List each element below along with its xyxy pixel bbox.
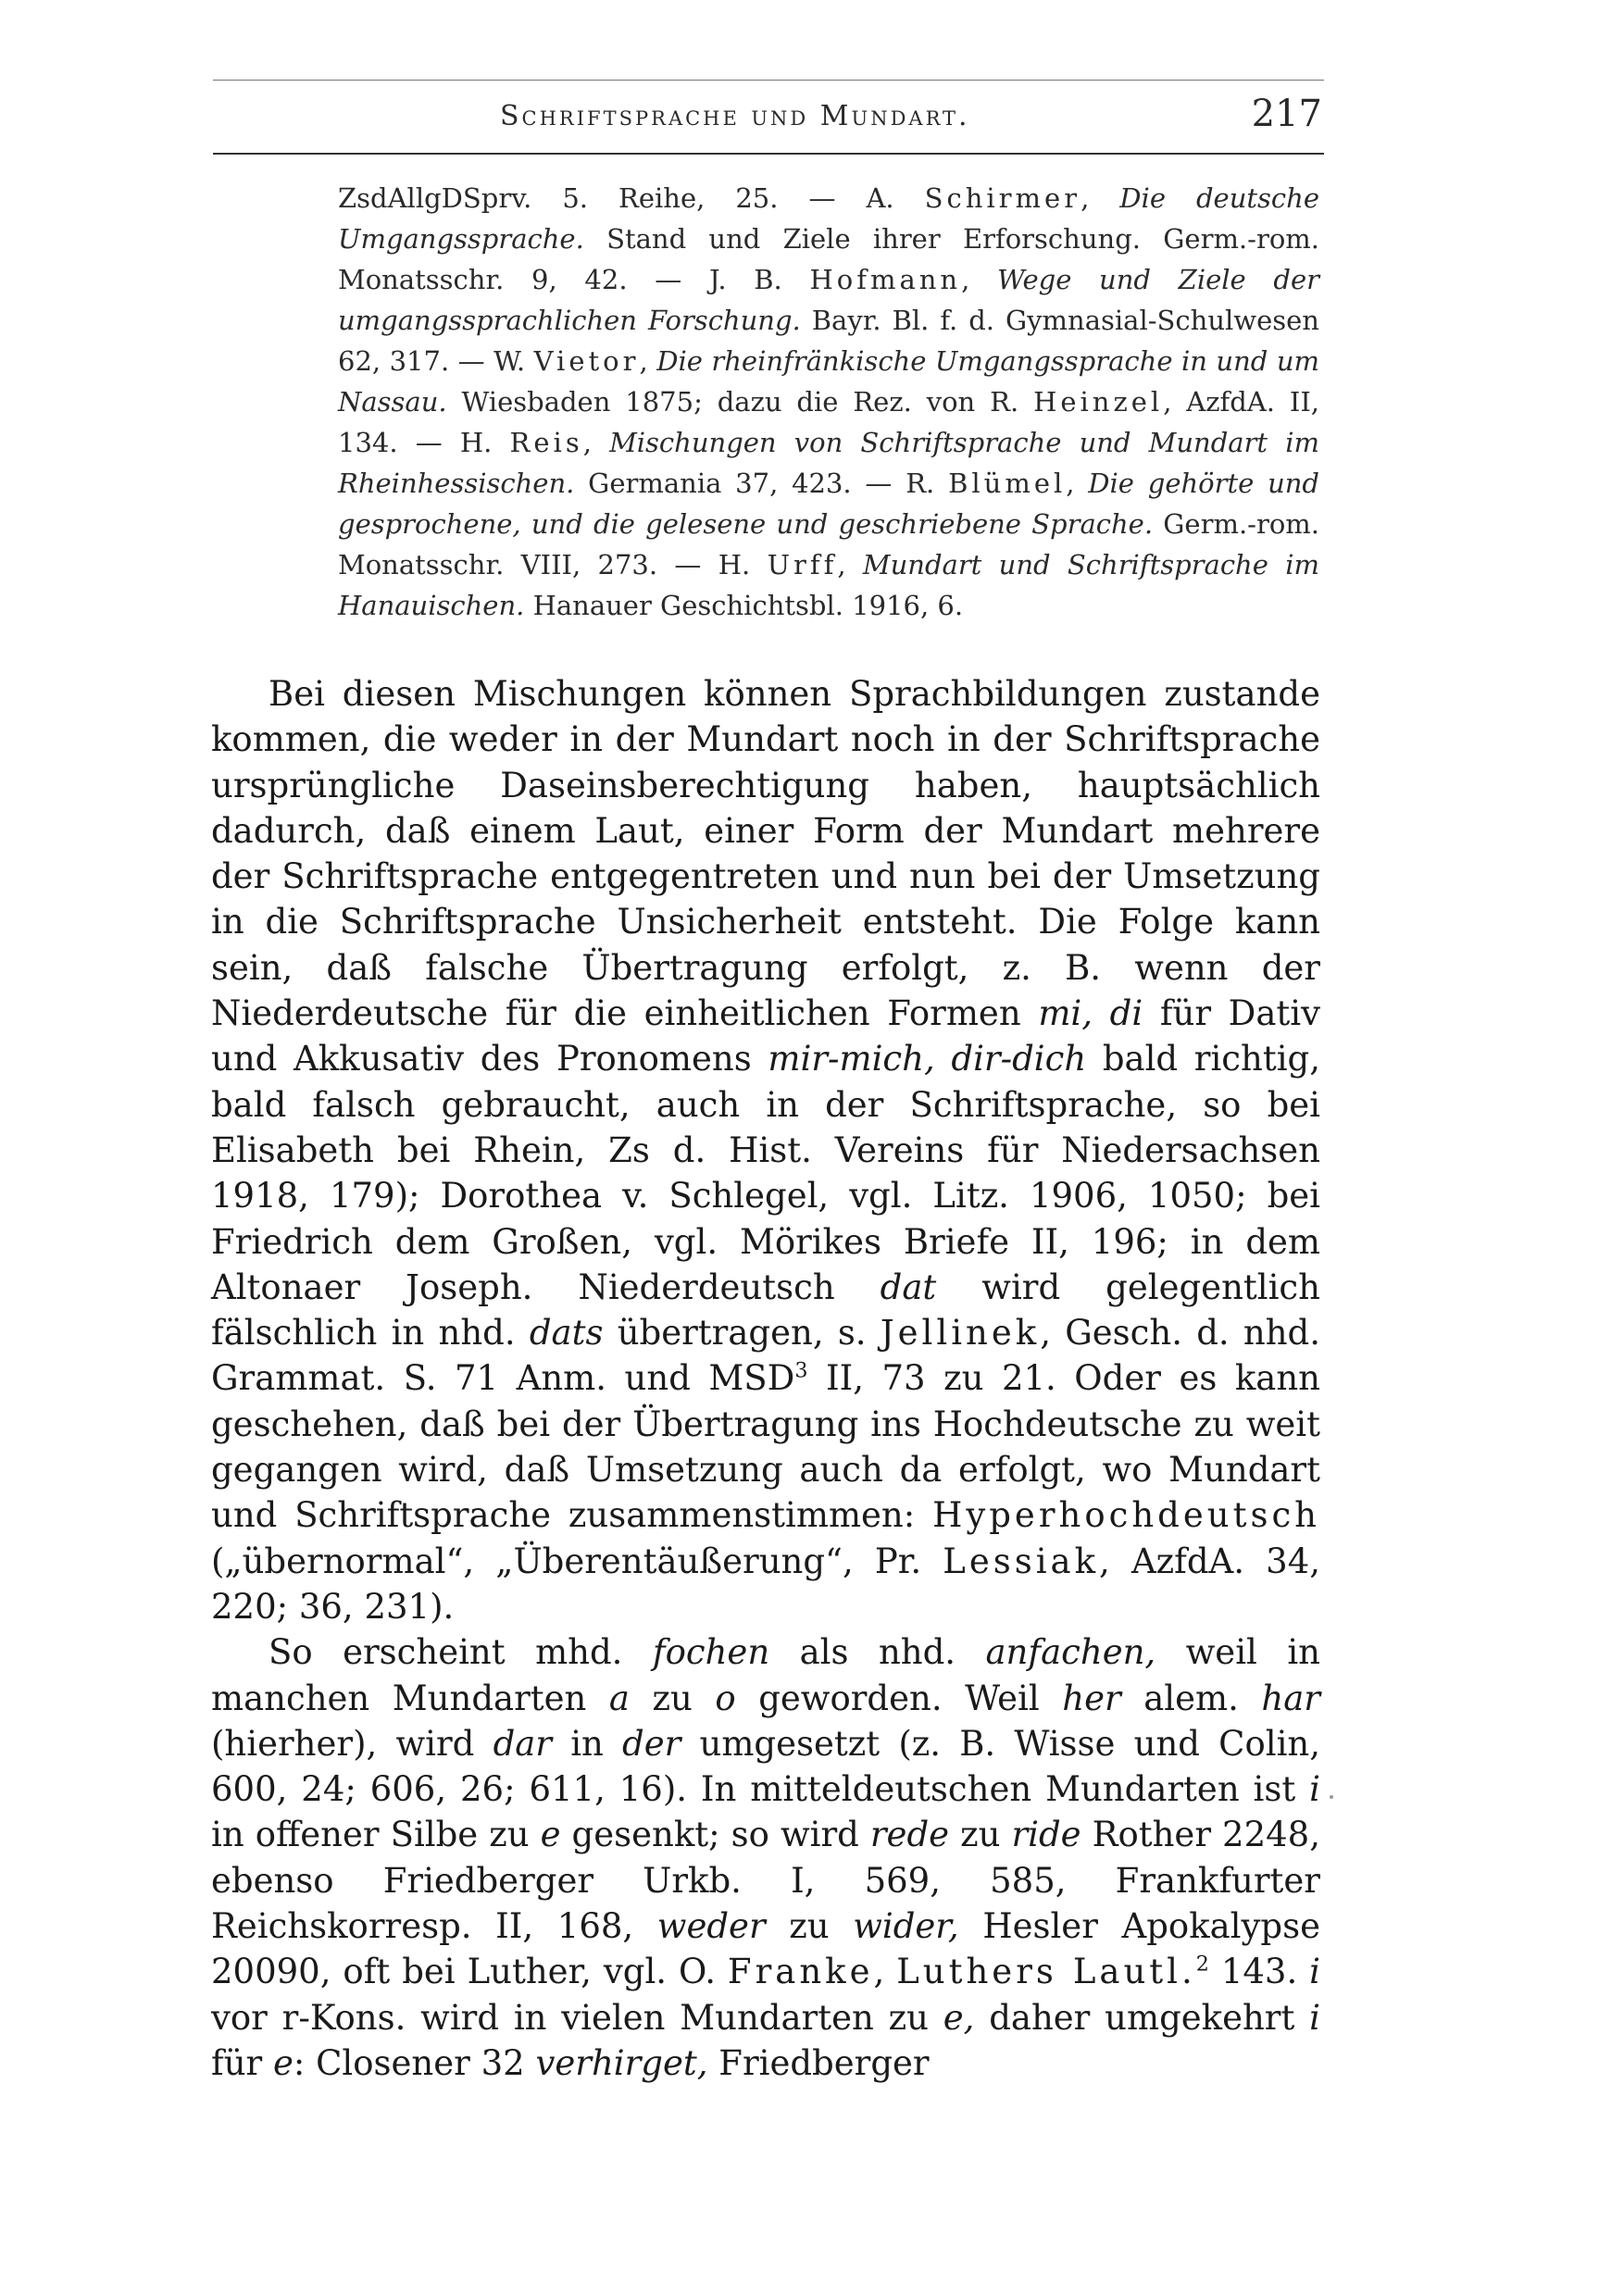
body-text-run: zu [949, 1815, 1012, 1855]
body-text-run: weil in manchen Mundarten [211, 1632, 1320, 1718]
header-top-rule [213, 80, 1324, 81]
footnote-text: ZsdAllgDSprv. 5. Reihe, 25. — A. [338, 182, 925, 214]
body-text-run: in offener Silbe zu [211, 1815, 541, 1855]
italic-term: dats [529, 1313, 604, 1354]
footnote-text: , AzfdA. II, 134. — H. [338, 386, 1319, 458]
italic-term: weder [656, 1906, 766, 1947]
italic-term: i [1309, 1997, 1321, 2038]
italic-term: o [715, 1678, 736, 1718]
running-head-title: Schriftsprache und Mundart. [500, 100, 970, 132]
body-text-run: Bei diesen Mischungen können Sprachbildungen zustande kommen, die weder in der Mundart noch in der Schriftsprache ursprüngliche Daseinsberechtigung haben, hauptsächlich dadurch, daß einem Laut, einer Form der Mundart mehrere der Schriftsprache entgegentreten und nun bei der Umsetzung in die Schriftsprache Unsicherheit entsteht. Die Folge kann sein, daß falsche Übertragung erfolgt, z. B. wenn der Niederdeutsche für die einheitlichen Formen [211, 674, 1320, 1034]
italic-term: fochen [652, 1632, 770, 1673]
running-head [213, 93, 1324, 148]
italic-term: rede [869, 1815, 950, 1855]
body-text-run: II, 73 zu 21. Oder es kann geschehen, daß bei der Übertragung ins Hochdeutsche zu weit gegangen wird, daß Umsetzung auch da erfolgt, wo Mundart und Schriftsprache zusammenstimmen: [211, 1358, 1320, 1536]
body-text-run: Rother 2248, ebenso Friedberger Urkb. I, 569, 585, Frankfurter Reichskorresp. II, 168, [211, 1815, 1320, 1947]
author-name: Reis [509, 427, 583, 458]
work-title: Die rheinfränkische Umgangssprache in und um Nassau. [338, 345, 1319, 418]
author-name: Jellinek [880, 1313, 1041, 1354]
body-text-run: So erscheint mhd. [269, 1632, 653, 1673]
body-text-run: , [873, 1952, 897, 1992]
italic-term: e [272, 2042, 294, 2083]
edition-superscript: 2 [1195, 1952, 1209, 1977]
body-text-run: zu [765, 1906, 854, 1947]
page-number: 217 [1251, 93, 1322, 135]
work-title: Mundart und Schriftsprache im Hanauischen. [338, 549, 1319, 621]
edition-superscript: 3 [794, 1359, 808, 1384]
bibliography-footnote [338, 178, 1319, 626]
footnote-text: , [1081, 182, 1120, 214]
author-name: Franke [727, 1952, 874, 1992]
footnote-text: Germ.-rom. Monatsschr. VIII, 273. — H. [338, 508, 1320, 580]
italic-term: har [1261, 1678, 1320, 1718]
body-text-run: übertragen, s. [603, 1313, 881, 1354]
body-text-run: bald richtig, bald falsch gebraucht, auch in der Schriftsprache, so bei Elisabeth bei Rhein, Zs d. Hist. Vereins für Niedersachsen 1918, 179); Dorothea v. Schlegel, vgl. Litz. 1906, 1050; bei Friedrich dem Großen, vgl. Mörikes Briefe II, 196; in dem Altonaer Joseph. Niederdeutsch [211, 1039, 1321, 1307]
italic-term: dat [880, 1267, 937, 1307]
italic-term: e [540, 1815, 561, 1855]
body-text-run: („übernormal“, „Überentäußerung“, Pr. [211, 1541, 943, 1581]
footnote-text: , [961, 264, 998, 295]
author-name: Heinzel [1033, 386, 1164, 418]
italic-term: a [608, 1678, 630, 1718]
italic-term: der [622, 1723, 681, 1764]
work-title: Die gehörte und gesprochene, und die gelesene und geschriebene Sprache. [338, 468, 1320, 540]
header-bottom-rule [213, 153, 1324, 155]
paragraph-fochen [211, 1629, 1320, 2086]
paragraph-mischungen [211, 671, 1320, 1629]
body-text-run: Hesler Apokalypse 20090, oft bei Luther, vgl. O. [211, 1906, 1320, 1992]
footnote-text: , [639, 345, 657, 377]
italic-term: e, [943, 1997, 975, 2038]
body-text [211, 671, 1320, 2086]
spaced-term: Luthers Lautl. [896, 1952, 1196, 1992]
body-text-run: geworden. Weil [735, 1678, 1063, 1718]
body-text-run: zu [629, 1678, 716, 1718]
author-name: Hofmann [809, 264, 962, 295]
author-name: Vietor [533, 345, 640, 377]
footnote-text: , [582, 427, 610, 458]
footnote-text: Stand und Ziele ihrer Erforschung. Germ.-rom. Monatsschr. 9, 42. — J. B. [338, 223, 1319, 295]
footnote-text: , [837, 549, 863, 580]
footnote-text: , [1066, 468, 1089, 499]
author-name: Lessiak [943, 1541, 1100, 1581]
italic-term: dar [493, 1723, 552, 1764]
work-title: Die deutsche Umgangssprache. [338, 182, 1320, 255]
footnote-text: Wiesbaden 1875; dazu die Rez. von R. [446, 386, 1034, 418]
footnote-text: Hanauer Geschichtsbl. 1916, 6. [524, 590, 964, 621]
spaced-term: Hyperhochdeutsch [932, 1495, 1320, 1536]
author-name: Blümel [948, 468, 1067, 499]
ink-speck [1330, 1795, 1333, 1799]
italic-term: i [1309, 1952, 1320, 1992]
body-text-run: für Dativ und Akkusativ des Pronomens [211, 993, 1321, 1079]
body-text-run: , AzfdA. 34, 220; 36, 231). [211, 1541, 1321, 1627]
body-text-run: vor r-Kons. wird in vielen Mundarten zu [211, 1997, 943, 2038]
author-name: Urff [767, 549, 838, 580]
footnote-text: Germania 37, 423. — R. [574, 468, 949, 499]
body-text-run: für [211, 2042, 273, 2083]
body-text-run: : Closener 32 [293, 2042, 536, 2083]
body-text-run: , Gesch. d. nhd. Grammat. S. 71 Anm. und MSD [211, 1313, 1320, 1399]
body-text-run: umgesetzt (z. B. Wisse und Colin, 600, 24; 606, 26; 611, 16). In mitteldeutschen Mundarten ist [211, 1723, 1320, 1810]
italic-term: ride [1011, 1815, 1081, 1855]
body-text-run: in [552, 1723, 623, 1764]
author-name: Schirmer [924, 182, 1081, 214]
body-text-run: wird gelegentlich fälschlich in nhd. [211, 1267, 1320, 1354]
italic-term: i [1309, 1769, 1320, 1810]
body-text-run: als nhd. [769, 1632, 986, 1673]
body-text-run: 143. [1208, 1952, 1310, 1992]
body-text-run: (hierher), wird [211, 1723, 493, 1764]
body-text-run: Friedberger [707, 2042, 930, 2083]
footnote-text: Bayr. Bl. f. d. Gymnasial-Schulwesen 62, 317. — W. [338, 305, 1319, 377]
italic-term: wider, [853, 1906, 959, 1947]
italic-term: mi, di [1038, 993, 1143, 1034]
italic-term: her [1062, 1678, 1121, 1718]
italic-term: anfachen, [985, 1632, 1156, 1673]
body-text-run: gesenkt; so wird [560, 1815, 870, 1855]
body-text-run: alem. [1120, 1678, 1262, 1718]
work-title: Mischungen von Schriftsprache und Mundart im Rheinhessischen. [338, 427, 1319, 499]
work-title: Wege und Ziele der umgangssprachlichen Forschung. [338, 264, 1319, 336]
body-text-run: daher umgekehrt [974, 1997, 1310, 2038]
italic-term: mir-mich, dir-dich [768, 1039, 1087, 1079]
italic-term: verhirget, [535, 2042, 708, 2083]
